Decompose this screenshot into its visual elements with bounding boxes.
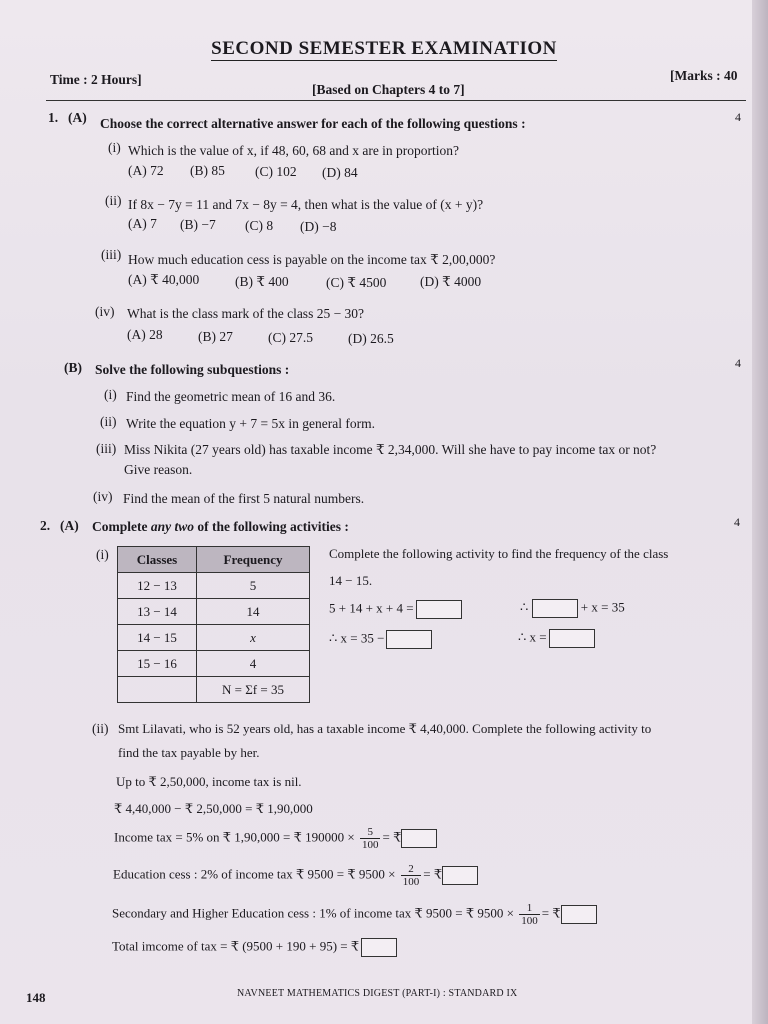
activity2-line1: Up to ₹ 2,50,000, income tax is nil.: [116, 774, 302, 789]
activity2-line3: Income tax = 5% on ₹ 1,90,000 = ₹ 190000 × $\frac{5}{100}$ = ₹: [114, 826, 437, 851]
table-row: [118, 599, 310, 625]
table-cell-class: 13 − 14: [118, 599, 197, 625]
time-label: Time : 2 Hours]: [50, 72, 142, 87]
table-cell-frequency: 5: [197, 573, 310, 599]
answer-box[interactable]: [361, 938, 397, 957]
q1a-iii-opt-a: (A) ₹ 40,000: [128, 272, 200, 287]
q1a-ii-opt-d: (D) −8: [300, 219, 337, 234]
activity2-line2: ₹ 4,40,000 − ₹ 2,50,000 = ₹ 1,90,000: [114, 801, 313, 816]
chapters-label: [Based on Chapters 4 to 7]: [312, 82, 465, 97]
table-cell-frequency: x: [197, 625, 310, 651]
activity2-line6: Total imcome of tax = ₹ (9500 + 190 + 95) = ₹: [112, 938, 397, 957]
q1a-i-num: (i): [108, 140, 121, 155]
q1b-iii-num: (iii): [96, 441, 117, 456]
q1b-instruction: Solve the following subquestions :: [95, 362, 290, 377]
answer-box[interactable]: [532, 599, 578, 618]
q2-number: 2.: [40, 518, 51, 533]
q1b-ii-num: (ii): [100, 414, 117, 429]
table-header-row: [118, 547, 310, 573]
table-header-classes: Classes: [118, 547, 197, 573]
activity2-text2: find the tax payable by her.: [118, 745, 260, 760]
table-row: [118, 625, 310, 651]
table-header-frequency: Frequency: [197, 547, 310, 573]
q2a-ii-num: (ii): [92, 721, 109, 736]
frequency-table: [117, 546, 310, 703]
q1a-i-text: Which is the value of x, if 48, 60, 68 and x are in proportion?: [128, 143, 460, 158]
answer-box[interactable]: [401, 829, 437, 848]
q1a-iii-opt-d: (D) ₹ 4000: [420, 274, 482, 289]
activity1-eq2: ∴ + x = 35: [520, 599, 625, 618]
activity2-line4: Education cess : 2% of income tax ₹ 9500 = ₹ 9500 × $\frac{2}{100}$ = ₹: [113, 863, 478, 888]
q1-number: 1.: [48, 110, 59, 125]
q1a-iii-num: (iii): [101, 247, 122, 262]
table-total-row: [118, 677, 310, 703]
activity1-text2: 14 − 15.: [329, 573, 373, 588]
q1b-iii-text2: Give reason.: [124, 462, 193, 477]
table-cell-total: N = Σf = 35: [197, 677, 310, 703]
book-footer: NAVNEET MATHEMATICS DIGEST (PART-I) : STANDARD IX: [237, 988, 518, 999]
header-rule: [46, 100, 746, 101]
q1a-iv-text: What is the class mark of the class 25 − 30?: [127, 306, 365, 321]
page-edge-shadow: [752, 0, 768, 1024]
q1a-iii-opt-b: (B) ₹ 400: [235, 274, 289, 289]
q1b-label: (B): [64, 360, 82, 375]
activity1-eq4: ∴ x =: [518, 629, 595, 648]
q1a-instruction: Choose the correct alternative answer for each of the following questions :: [100, 116, 526, 131]
answer-box[interactable]: [561, 905, 597, 924]
activity1-eq1: 5 + 14 + x + 4 =: [329, 600, 462, 619]
q1a-iii-opt-c: (C) ₹ 4500: [326, 275, 387, 290]
q1a-ii-text: If 8x − 7y = 11 and 7x − 8y = 4, then what is the value of (x + y)?: [128, 197, 484, 212]
activity2-line5: Secondary and Higher Education cess : 1% of income tax ₹ 9500 = ₹ 9500 × $\frac{1}{100}$ = ₹: [112, 902, 597, 927]
q1a-i-opt-a: (A) 72: [128, 163, 164, 178]
answer-box[interactable]: [416, 600, 462, 619]
fraction-2-100: $\frac{2}{100}$: [402, 863, 420, 888]
activity2-text1: Smt Lilavati, who is 52 years old, has a taxable income ₹ 4,40,000. Complete the following activity to: [118, 721, 652, 736]
q1a-iv-num: (iv): [95, 304, 115, 319]
q1b-iv-num: (iv): [93, 489, 113, 504]
marks-label: [Marks : 40: [670, 68, 738, 83]
q1a-iv-opt-a: (A) 28: [127, 327, 163, 342]
activity1-text1: Complete the following activity to find the frequency of the class: [329, 546, 669, 561]
table-cell-class: 14 − 15: [118, 625, 197, 651]
exam-title: SECOND SEMESTER EXAMINATION: [211, 38, 557, 59]
q2a-instruction: Complete any two of the following activities :: [92, 519, 349, 534]
q1b-i-num: (i): [104, 387, 117, 402]
q1a-i-opt-d: (D) 84: [322, 165, 358, 180]
table-row: [118, 651, 310, 677]
page-number: 148: [26, 990, 46, 1005]
q1b-i-text: Find the geometric mean of 16 and 36.: [126, 389, 336, 404]
q1a-iv-opt-d: (D) 26.5: [348, 331, 394, 346]
answer-box[interactable]: [386, 630, 432, 649]
table-cell-frequency: 4: [197, 651, 310, 677]
q1b-marks: 4: [735, 356, 741, 370]
q1a-iv-opt-c: (C) 27.5: [268, 330, 313, 345]
q1a-iv-opt-b: (B) 27: [198, 329, 233, 344]
q1a-i-opt-c: (C) 102: [255, 164, 297, 179]
table-row: [118, 573, 310, 599]
q1a-iii-text: How much education cess is payable on the income tax ₹ 2,00,000?: [128, 252, 496, 267]
fraction-1-100: $\frac{1}{100}$: [521, 902, 538, 927]
q1a-marks: 4: [735, 110, 741, 124]
activity1-eq3: ∴ x = 35 −: [329, 630, 432, 649]
q1b-iii-text: Miss Nikita (27 years old) has taxable income ₹ 2,34,000. Will she have to pay income tax or not?: [124, 442, 657, 457]
answer-box[interactable]: [442, 866, 478, 885]
q2a-i-num: (i): [96, 547, 109, 562]
table-cell-class: 12 − 13: [118, 573, 197, 599]
q1a-ii-opt-c: (C) 8: [245, 218, 274, 233]
q1a-i-opt-b: (B) 85: [190, 163, 225, 178]
table-cell-empty: [118, 677, 197, 703]
q1a-ii-opt-a: (A) 7: [128, 216, 157, 231]
q2a-label: (A): [60, 518, 79, 533]
q1a-ii-opt-b: (B) −7: [180, 217, 216, 232]
q1a-label: (A): [68, 110, 87, 125]
table-cell-frequency: 14: [197, 599, 310, 625]
q1a-ii-num: (ii): [105, 193, 122, 208]
q1b-ii-text: Write the equation y + 7 = 5x in general form.: [126, 416, 375, 431]
q2a-marks: 4: [734, 515, 740, 529]
fraction-5-100: $\frac{5}{100}$: [361, 826, 379, 851]
table-cell-class: 15 − 16: [118, 651, 197, 677]
answer-box[interactable]: [549, 629, 595, 648]
q1b-iv-text: Find the mean of the first 5 natural numbers.: [123, 491, 365, 506]
